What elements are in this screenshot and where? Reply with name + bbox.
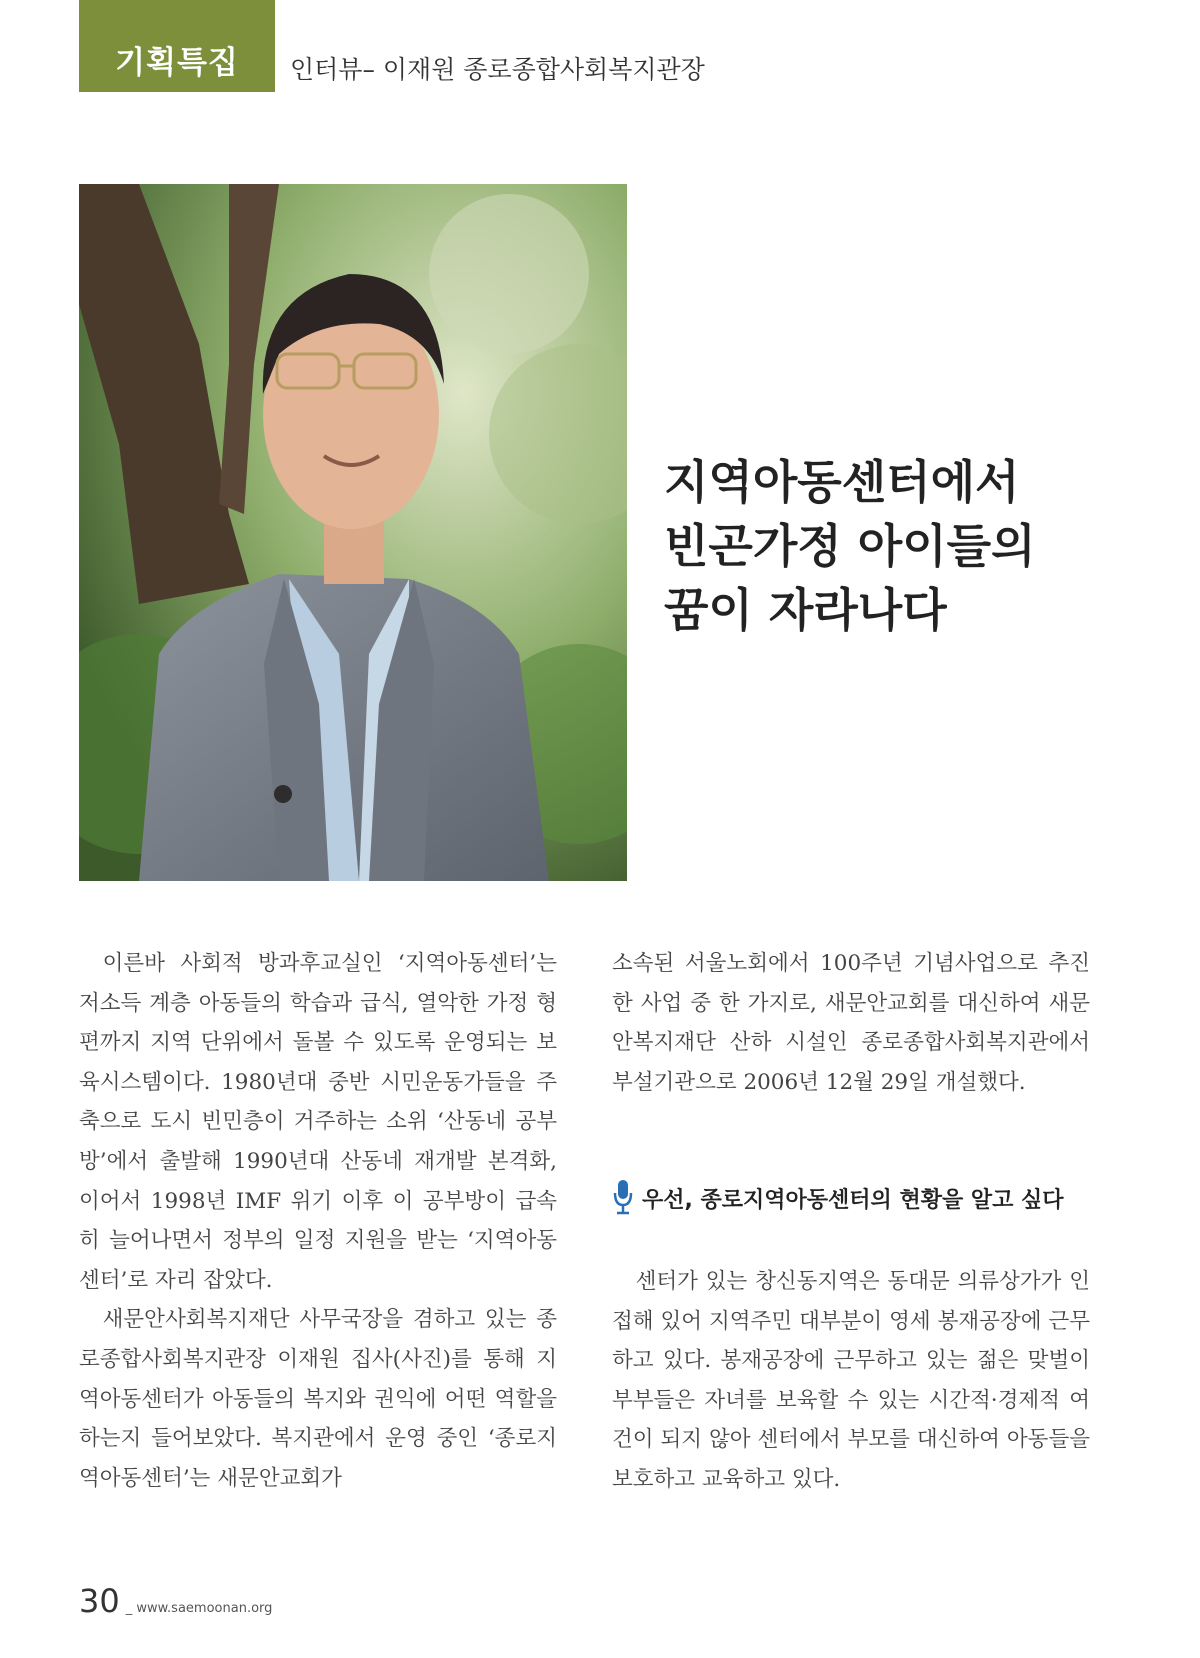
person-photo-icon (79, 184, 627, 881)
footer-url: _ www.saemoonan.org (125, 1601, 273, 1616)
body-column-left (79, 944, 557, 1498)
section-subtitle: 인터뷰– 이재원 종로종합사회복지관장 (290, 55, 705, 84)
question-heading (612, 1178, 1112, 1218)
page-number: 30 (79, 1582, 120, 1620)
body-column-right (612, 944, 1090, 1102)
question-text: 우선, 종로지역아동센터의 현황을 알고 싶다 (642, 1187, 1064, 1213)
article-headline (664, 450, 1094, 642)
body-paragraph: 새문안사회복지재단 사무국장을 겸하고 있는 종로종합사회복지관장 이재원 집사(사진)를 통해 지역아동센터가 아동들의 복지와 권익에 어떤 역할을 하는지 들어보았다. 복지관에서 운영 중인 ‘종로지역아동센터’는 새문안교회가 (79, 1307, 557, 1491)
headline-line-1: 지역아동센터에서 (664, 455, 1020, 509)
headline-line-2: 빈곤가정 아이들의 (664, 519, 1036, 573)
body-paragraph: 센터가 있는 창신동지역은 동대문 의류상가가 인접해 있어 지역주민 대부분이 영세 봉재공장에 근무하고 있다. 봉재공장에 근무하고 있는 젊은 맞벌이 부부들은 자녀를 보육할 수 있는 시간적·경제적 여건이 되지 않아 센터에서 부모를 대신하여 아동들을 보호하고 교육하고 있다. (612, 1269, 1090, 1492)
body-paragraph: 소속된 서울노회에서 100주년 기념사업으로 추진한 사업 중 한 가지로, 새문안교회를 대신하여 새문안복지재단 산하 시설인 종로종합사회복지관에서 부설기관으로 2006년 12월 29일 개설했다. (612, 951, 1090, 1095)
interviewee-photo (79, 184, 627, 881)
body-paragraph: 이른바 사회적 방과후교실인 ‘지역아동센터’는 저소득 계층 아동들의 학습과 급식, 열악한 가정 형편까지 지역 단위에서 돌볼 수 있도록 운영되는 보육시스템이다. 1980년대 중반 시민운동가들을 주축으로 도시 빈민층이 거주하는 소위 ‘산동네 공부방’에서 출발해 1990년대 산동네 재개발 본격화, 이어서 1998년 IMF 위기 이후 이 공부방이 급속히 늘어나면서 정부의 일정 지원을 받는 ‘지역아동센터’로 자리 잡았다. (79, 951, 557, 1293)
microphone-icon (612, 1179, 634, 1217)
body-column-right-answer (612, 1262, 1090, 1500)
headline-line-3: 꿈이 자라나다 (664, 583, 947, 637)
section-tag: 기획특집 (79, 0, 275, 92)
page-footer (79, 1582, 272, 1620)
